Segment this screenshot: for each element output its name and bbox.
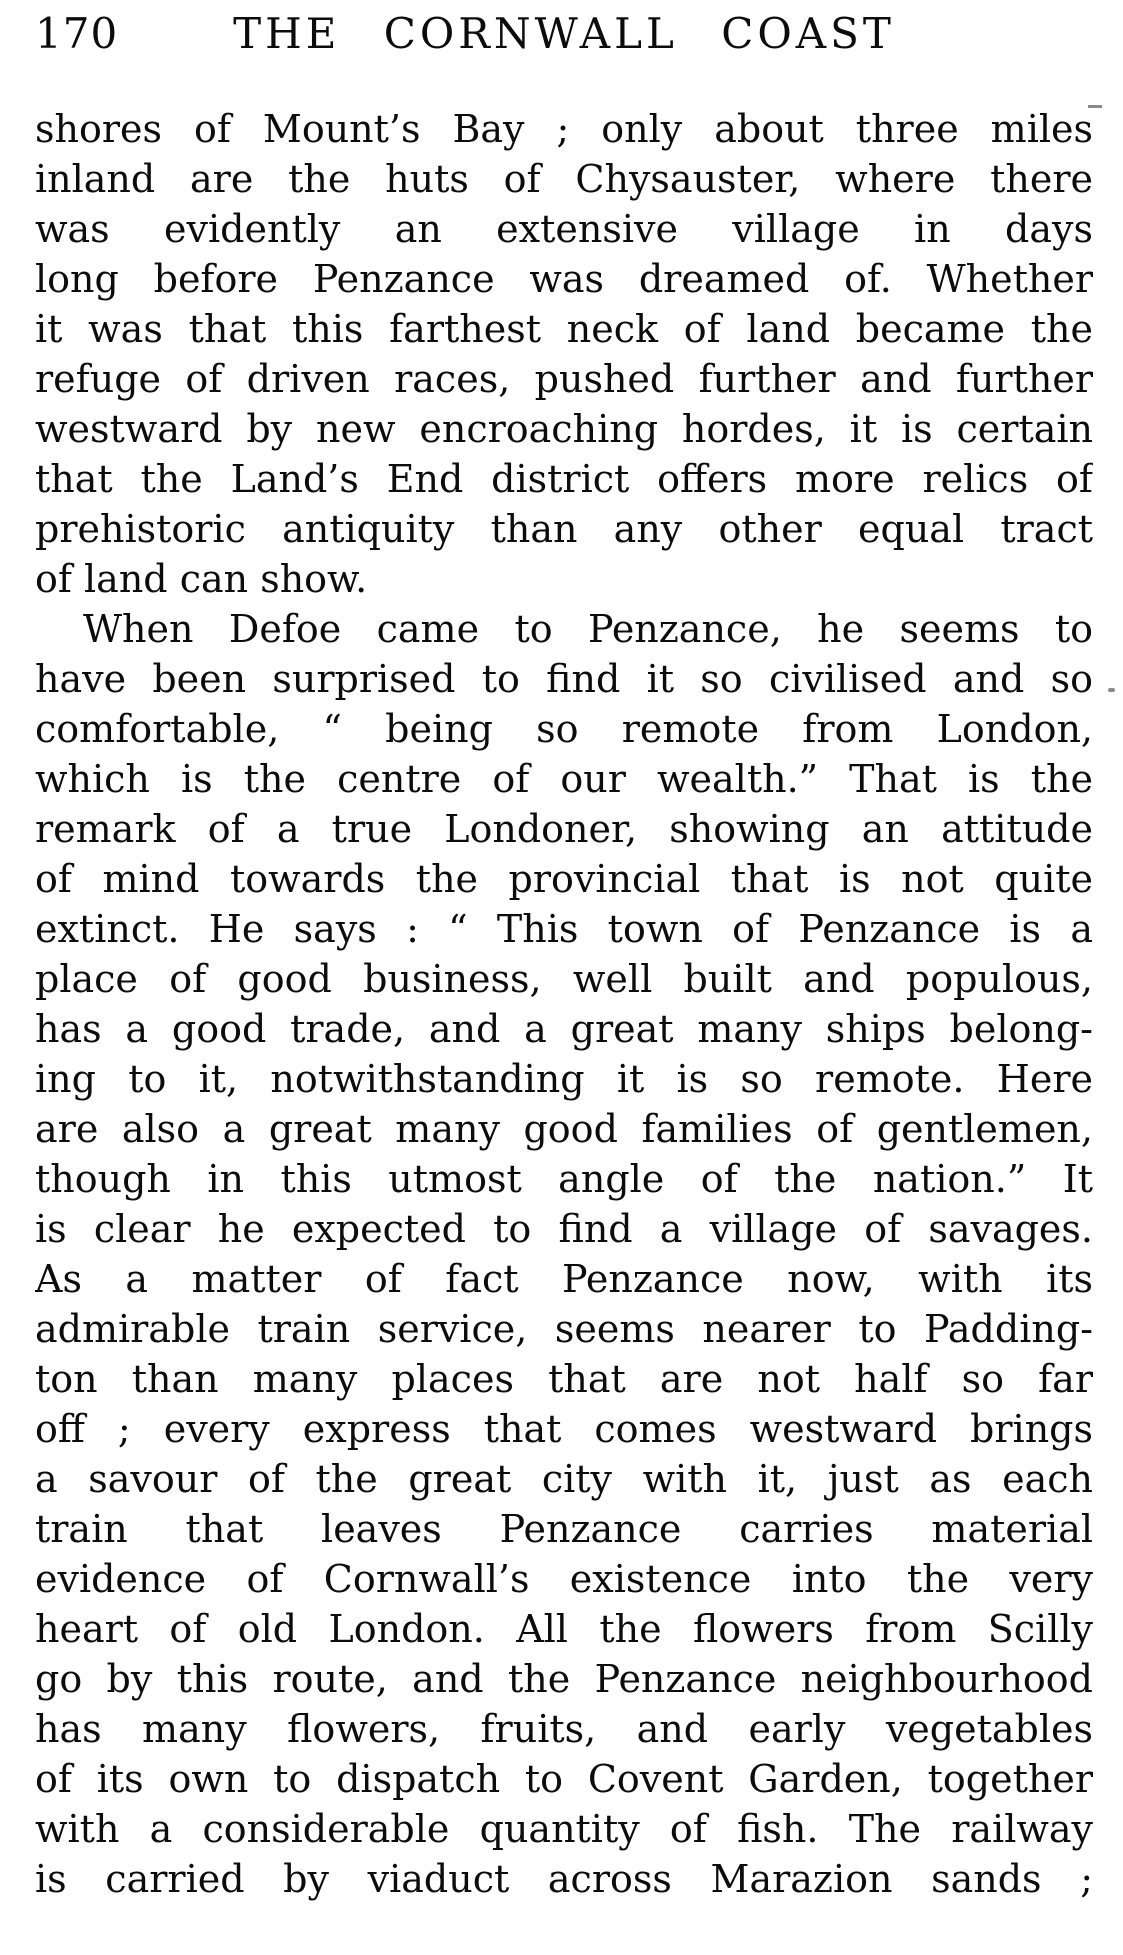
text-line: that the Land’s End district offers more relics of — [35, 457, 1093, 501]
text-line: As a matter of fact Penzance now, with its — [35, 1257, 1093, 1301]
text-line: train that leaves Penzance carries material — [35, 1507, 1093, 1551]
text-line: ton than many places that are not half so far — [35, 1357, 1093, 1401]
text-line: has a good trade, and a great many ships belong- — [35, 1007, 1093, 1051]
text-line: is carried by viaduct across Marazion sands ; — [35, 1857, 1093, 1901]
paragraph — [35, 604, 1093, 1904]
text-line: inland are the huts of Chysauster, where there — [35, 157, 1093, 201]
page-header — [35, 8, 1093, 70]
text-line: evidence of Cornwall’s existence into the very — [35, 1557, 1093, 1601]
text-line: though in this utmost angle of the nation.” It — [35, 1157, 1093, 1201]
text-line: off ; every express that comes westward brings — [35, 1407, 1093, 1451]
running-title: THE CORNWALL COAST — [233, 9, 895, 58]
text-line: comfortable, “ being so remote from London, — [35, 707, 1093, 751]
text-line: place of good business, well built and populous, — [35, 957, 1093, 1001]
paragraph — [35, 104, 1093, 604]
text-line: has many flowers, fruits, and early vegetables — [35, 1707, 1093, 1751]
text-line: have been surprised to find it so civilised and so — [35, 657, 1093, 701]
text-line: are also a great many good families of gentlemen, — [35, 1107, 1093, 1151]
text-line: admirable train service, seems nearer to Padding- — [35, 1307, 1093, 1351]
text-line: of mind towards the provincial that is not quite — [35, 857, 1093, 901]
scan-artifact — [1108, 688, 1115, 692]
text-line: ing to it, notwithstanding it is so remote. Here — [35, 1057, 1093, 1101]
text-line: When Defoe came to Penzance, he seems to — [83, 607, 1093, 651]
text-line: of land can show. — [35, 557, 368, 601]
text-line: which is the centre of our wealth.” That is the — [35, 757, 1093, 801]
text-line: a savour of the great city with it, just as each — [35, 1457, 1093, 1501]
text-line: is clear he expected to find a village of savages. — [35, 1207, 1093, 1251]
text-line: shores of Mount’s Bay ; only about three miles — [35, 107, 1093, 151]
text-line: long before Penzance was dreamed of. Whether — [35, 257, 1093, 301]
text-line: of its own to dispatch to Covent Garden, together — [35, 1757, 1093, 1801]
text-line: extinct. He says : “ This town of Penzance is a — [35, 907, 1093, 951]
text-line: westward by new encroaching hordes, it is certain — [35, 407, 1093, 451]
text-line: remark of a true Londoner, showing an attitude — [35, 807, 1093, 851]
text-line: heart of old London. All the flowers from Scilly — [35, 1607, 1093, 1651]
text-line: refuge of driven races, pushed further and further — [35, 357, 1093, 401]
text-line: go by this route, and the Penzance neighbourhood — [35, 1657, 1093, 1701]
text-line: it was that this farthest neck of land became the — [35, 307, 1093, 351]
text-line: was evidently an extensive village in days — [35, 207, 1093, 251]
text-line: with a considerable quantity of fish. The railway — [35, 1807, 1093, 1851]
body-text — [35, 104, 1093, 1904]
text-line: prehistoric antiquity than any other equal tract — [35, 507, 1093, 551]
page-number: 170 — [35, 9, 119, 58]
